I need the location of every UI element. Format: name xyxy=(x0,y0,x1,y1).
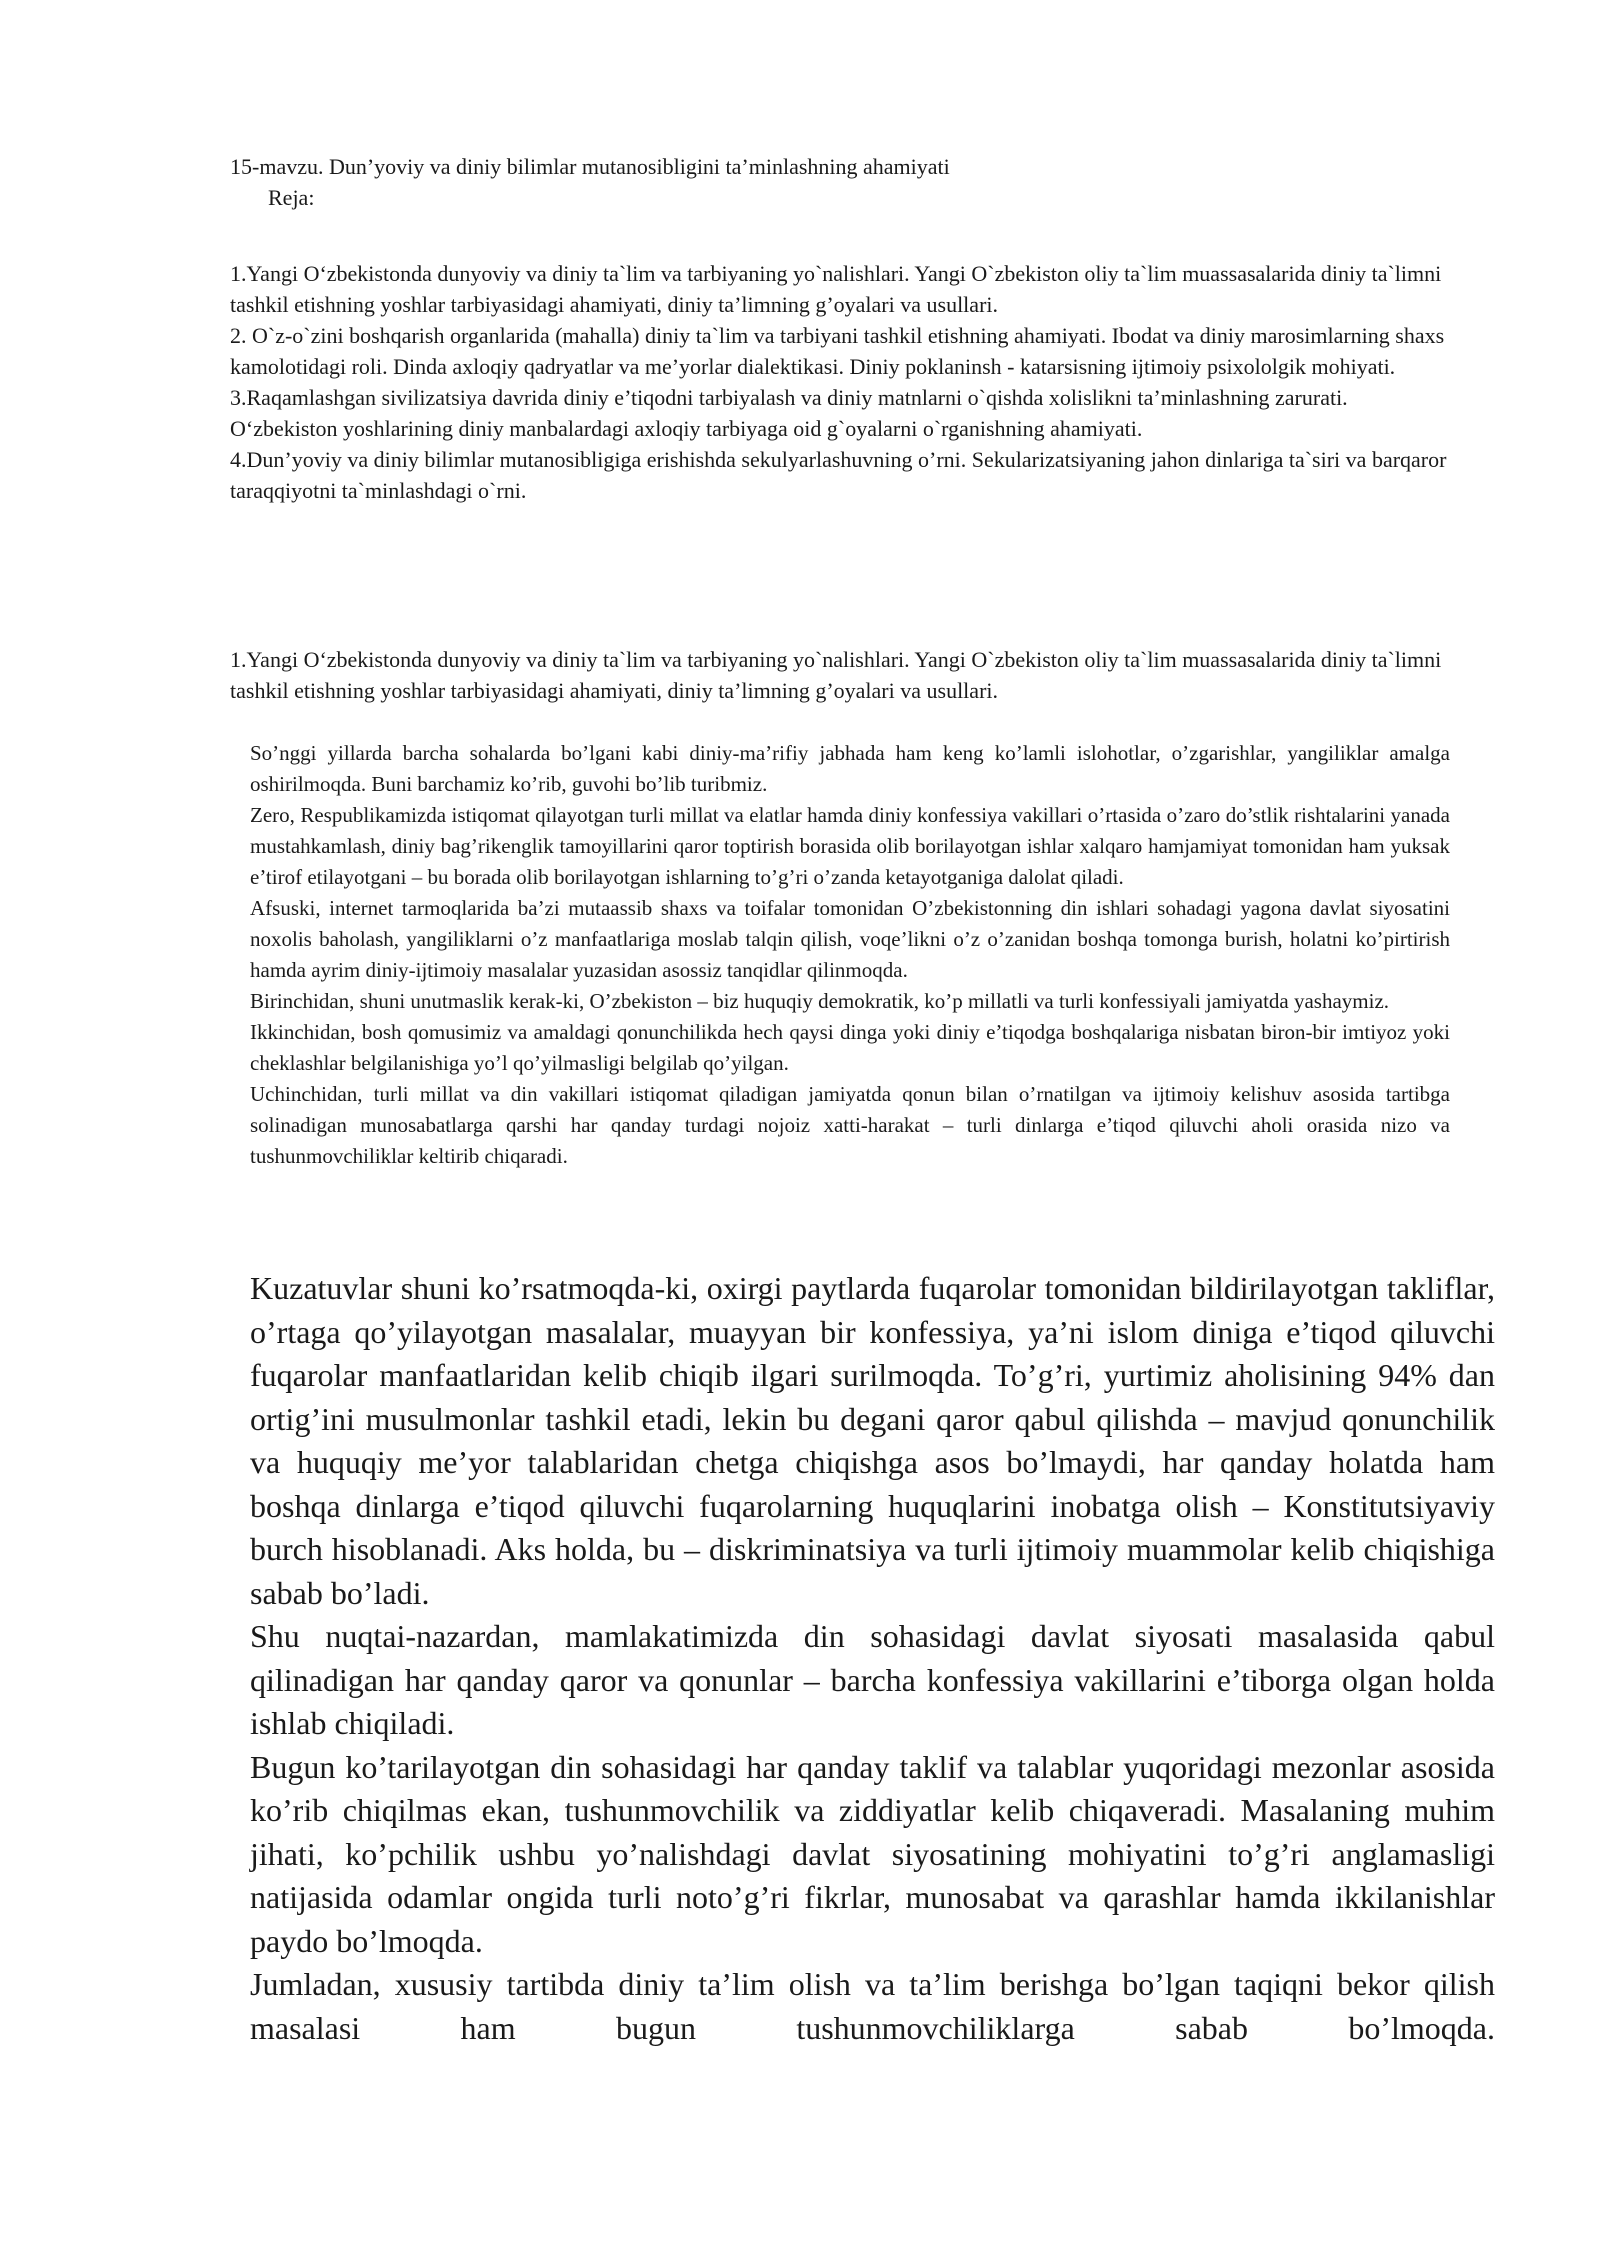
paragraph: Kuzatuvlar shuni ko’rsatmoqda-ki, oxirgi paytlarda fuqarolar tomonidan bildirilayotgan takliflar, o’rtaga qo’yilayotgan masalalar, muayyan bir konfessiya, ya’ni islom diniga e’tiqod qiluvchi fuqarolar manfaatlaridan kelib chiqib ilgari surilmoqda. To’g’ri, yurtimiz aholisining 94% dan ortig’ini musulmonlar tashkil etadi, lekin bu degani qaror qabul qilishda – mavjud qonunchilik va huquqiy me’yor talablaridan chetga chiqishga asos bo’lmaydi, har qanday holatda ham boshqa dinlarga e’tiqod qiluvchi fuqarolarning huquqlarini inobatga olish – Konstitutsiyaviy burch hisoblanadi. Aks holda, bu – diskriminatsiya va turli ijtimoiy muammolar kelib chiqishiga sabab bo’ladi. xyxy=(250,1270,1495,1611)
paragraph: Shu nuqtai-nazardan, mamlakatimizda din sohasidagi davlat siyosati masalasida qabul qilinadigan har qanday qaror va qonunlar – barcha konfessiya vakillarini e’tiborga olgan holda ishlab chiqiladi. xyxy=(250,1618,1495,1741)
plan-item: 2. O`z-o`zini boshqarish organlarida (mahalla) diniy ta`lim va tarbiyani tashkil etishning ahamiyati. Ibodat va diniy marosimlarning shaxs kamolotidagi roli. Dinda axloqiy qadryatlar va me’yorlar dialektikasi. Diniy poklaninsh - katarsisning ijtimoiy psixololgik mohiyati. xyxy=(230,323,1445,379)
plan-item: 3.Raqamlashgan sivilizatsiya davrida diniy e’tiqodni tarbiyalash va diniy matnlarni o`qishda xolislikni ta’minlashning zarurati. O‘zbekiston yoshlarining diniy manbalardagi axloqiy tarbiyaga oid g`oyalarni o`rganishning ahamiyati. xyxy=(230,385,1348,441)
paragraph: Zero, Respublikamizda istiqomat qilayotgan turli millat va elatlar hamda diniy konfessiya vakillari o’rtasida o’zaro do’stlik rishtalarini yanada mustahkamlash, diniy bag’rikenglik tamoyillarini qaror toptirish borasida olib borilayotgan ishlar xalqaro hamjamiyat tomonidan ham yuksak e’tirof etilayotgani – bu borada olib borilayotgan ishlarning to’g’ri o’zanda ketayotganiga dalolat qiladi. xyxy=(250,803,1450,889)
body-text-small xyxy=(250,738,1450,1172)
plan-label: Reja: xyxy=(268,185,315,210)
paragraph: Uchinchidan, turli millat va din vakillari istiqomat qiladigan jamiyatda qonun bilan o’rnatilgan va ijtimoiy kelishuv asosida tartibga solinadigan munosabatlarga qarshi har qanday turdagi nojoiz xatti-harakat – turli dinlarga e’tiqod qiluvchi aholi orasida nizo va tushunmovchiliklar keltirib chiqaradi. xyxy=(250,1082,1450,1168)
paragraph: Birinchidan, shuni unutmaslik kerak-ki, O’zbekiston – biz huquqiy demokratik, ko’p millatli va turli konfessiyali jamiyatda yashaymiz. xyxy=(250,989,1390,1013)
body-text-large xyxy=(250,1267,1495,2050)
section-heading-block xyxy=(230,644,1460,706)
paragraph: Afsuski, internet tarmoqlarida ba’zi mutaassib shaxs va toifalar tomonidan O’zbekistonning din ishlari sohadagi yagona davlat siyosatini noxolis baholash, yangiliklarni o’z manfaatlariga moslab talqin qilish, voqe’likni o’z o’zanidan boshqa tomonga burish, holatni ko’pirtirish hamda ayrim diniy-ijtimoiy masalalar yuzasidan asossiz tanqidlar qilinmoqda. xyxy=(250,896,1450,982)
paragraph: So’nggi yillarda barcha sohalarda bo’lgani kabi diniy-ma’rifiy jabhada ham keng ko’lamli islohotlar, o’zgarishlar, yangiliklar amalga oshirilmoqda. Buni barchamiz ko’rib, guvohi bo’lib turibmiz. xyxy=(250,741,1450,796)
plan-item: 1.Yangi O‘zbekistonda dunyoviy va diniy ta`lim va tarbiyaning yo`nalishlari. Yangi O`zbekiston oliy ta`lim muassasalarida diniy ta`limni tashkil etishning yoshlar tarbiyasidagi ahamiyati, diniy ta’limning g’oyalari va usullari. xyxy=(230,261,1442,317)
plan-item: 4.Dun’yoviy va diniy bilimlar mutanosibligiga erishishda sekulyarlashuvning o’rni. Sekularizatsiyaning jahon dinlariga ta`siri va barqaror taraqqiyotni ta`minlashdagi o`rni. xyxy=(230,447,1447,503)
document-title: 15-mavzu. Dun’yoviy va diniy bilimlar mutanosibligini ta’minlashning ahamiyati xyxy=(230,154,950,179)
paragraph: Jumladan, xususiy tartibda diniy ta’lim olish va ta’lim berishga bo’lgan taqiqni bekor qilish masalasi ham bugun tushunmovchiliklarga sabab bo’lmoqda. xyxy=(250,1966,1495,2046)
plan-list xyxy=(230,258,1460,506)
paragraph: Ikkinchidan, bosh qomusimiz va amaldagi qonunchilikda hech qaysi dinga yoki diniy e’tiqodga boshqalariga nisbatan biron-bir imtiyoz yoki cheklashlar belgilanishiga yo’l qo’yilmasligi belgilab qo’yilgan. xyxy=(250,1020,1450,1075)
paragraph: Bugun ko’tarilayotgan din sohasidagi har qanday taklif va talablar yuqoridagi mezonlar asosida ko’rib chiqilmas ekan, tushunmovchilik va ziddiyatlar kelib chiqaveradi. Masalaning muhim jihati, ko’pchilik ushbu yo’nalishdagi davlat siyosatining mohiyatini to’g’ri anglamasligi natijasida odamlar ongida turli noto’g’ri fikrlar, munosabat va qarashlar hamda ikkilanishlar paydo bo’lmoqda. xyxy=(250,1748,1495,1959)
section-heading: 1.Yangi O‘zbekistonda dunyoviy va diniy ta`lim va tarbiyaning yo`nalishlari. Yangi O`zbekiston oliy ta`lim muassasalarida diniy ta`limni tashkil etishning yoshlar tarbiyasidagi ahamiyati, diniy ta’limning g’oyalari va usullari. xyxy=(230,647,1442,703)
